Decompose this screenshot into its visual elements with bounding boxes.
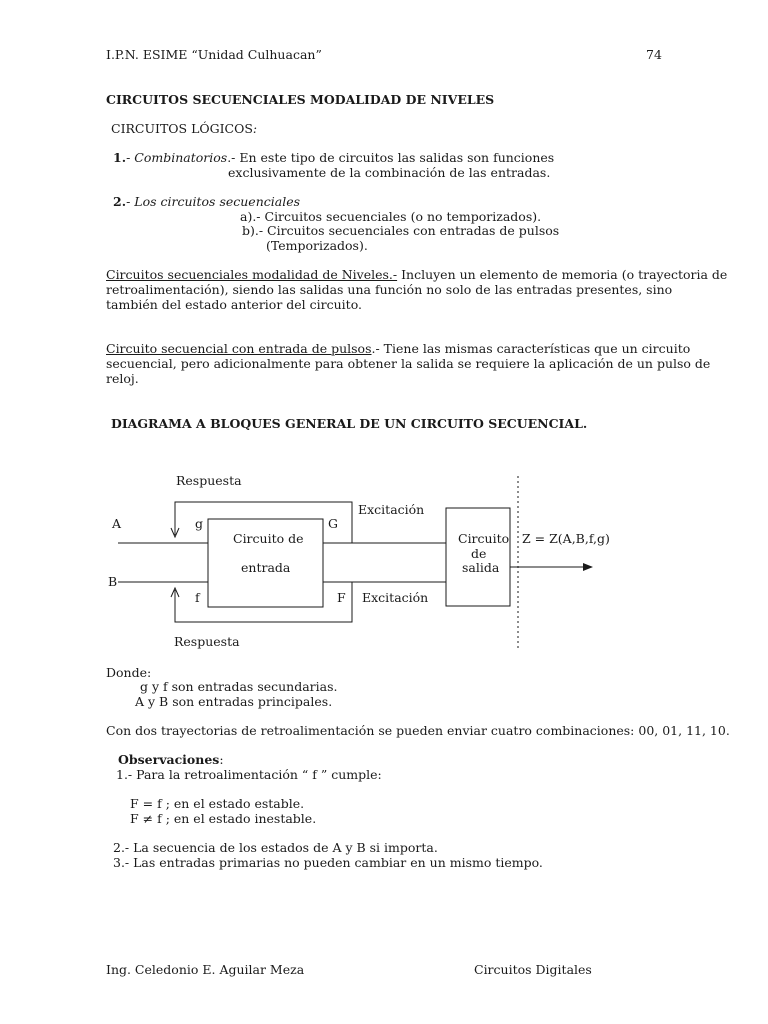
item1-sep: - bbox=[126, 150, 135, 165]
label-excitacion-top: Excitación bbox=[358, 502, 425, 517]
output-block-line2: de bbox=[471, 546, 487, 561]
label-respuesta-top: Respuesta bbox=[176, 473, 242, 488]
where-label: Donde: bbox=[106, 665, 152, 680]
item2-sep: - bbox=[126, 194, 135, 209]
logic-item-2b-cont: (Temporizados). bbox=[266, 238, 368, 253]
observations-title-text: Observaciones bbox=[118, 752, 220, 767]
def-levels-term: Circuitos secuenciales modalidad de Niveles.- bbox=[106, 267, 398, 282]
label-g-out: G bbox=[328, 516, 338, 531]
where-line2: A y B son entradas principales. bbox=[135, 694, 333, 709]
logic-heading-text: CIRCUITOS LÓGICOS bbox=[111, 121, 253, 136]
footer-subject: Circuitos Digitales bbox=[474, 962, 592, 977]
observation-1: 1.- Para la retroalimentación “ f ” cumple: bbox=[116, 767, 382, 782]
bottom-feedback-loop bbox=[175, 582, 352, 622]
def-pulses-term: Circuito secuencial con entrada de pulsos bbox=[106, 341, 372, 356]
label-excitacion-bottom: Excitación bbox=[362, 590, 429, 605]
page-number: 74 bbox=[646, 47, 662, 62]
output-block-line1: Circuito bbox=[458, 531, 510, 546]
feedback-note: Con dos trayectorias de retroalimentación se pueden enviar cuatro combinaciones: 00, 01, 11, 10. bbox=[106, 723, 730, 738]
diagram-title-dot: . bbox=[582, 416, 588, 431]
label-output-eq: Z = Z(A,B,f,g) bbox=[522, 531, 610, 546]
label-respuesta-bottom: Respuesta bbox=[174, 634, 240, 649]
def-pulses-line2: secuencial, pero adicionalmente para obtener la salida se requiere la aplicación de un pulso de bbox=[106, 356, 711, 371]
input-block-line1: Circuito de bbox=[233, 531, 304, 546]
def-levels-text1: Incluyen un elemento de memoria (o trayectoria de bbox=[397, 267, 728, 282]
label-g-in: g bbox=[195, 516, 204, 531]
label-input-b: B bbox=[108, 574, 118, 589]
observations-colon: : bbox=[219, 752, 224, 767]
logic-item-2b: b).- Circuitos secuenciales con entradas de pulsos bbox=[242, 223, 560, 238]
page-title: CIRCUITOS SECUENCIALES MODALIDAD DE NIVELES bbox=[106, 92, 495, 107]
def-levels-line3: también del estado anterior del circuito. bbox=[106, 297, 362, 312]
logic-item-1-cont: exclusivamente de la combinación de las entradas. bbox=[228, 165, 551, 180]
item1-number: 1. bbox=[113, 150, 127, 165]
output-block-line3: salida bbox=[462, 560, 500, 575]
footer-author: Ing. Celedonio E. Aguilar Meza bbox=[106, 962, 305, 977]
where-line1: g y f son entradas secundarias. bbox=[140, 679, 338, 694]
observation-unstable: F ≠ f ; en el estado inestable. bbox=[130, 811, 317, 826]
observations-title bbox=[118, 752, 224, 767]
observation-2: 2.- La secuencia de los estados de A y B si importa. bbox=[113, 840, 438, 855]
item1-term: Combinatorios bbox=[134, 150, 228, 165]
diagram-title-text: DIAGRAMA A BLOQUES GENERAL DE UN CIRCUITO SECUENCIAL bbox=[111, 416, 583, 431]
label-f-in: f bbox=[195, 590, 200, 605]
item1-text: .- En este tipo de circuitos las salidas son funciones bbox=[227, 150, 555, 165]
observation-stable: F = f ; en el estado estable. bbox=[130, 796, 305, 811]
def-levels-line2: retroalimentación), siendo las salidas una función no solo de las entradas presentes, sino bbox=[106, 282, 673, 297]
input-block-line2: entrada bbox=[241, 560, 291, 575]
item2-term: Los circuitos secuenciales bbox=[134, 194, 301, 209]
item2-number: 2. bbox=[113, 194, 127, 209]
label-input-a: A bbox=[112, 516, 122, 531]
def-pulses-line3: reloj. bbox=[106, 371, 139, 386]
observation-3: 3.- Las entradas primarias no pueden cambiar en un mismo tiempo. bbox=[113, 855, 543, 870]
logic-heading-suffix: : bbox=[252, 121, 258, 136]
header-institution: I.P.N. ESIME “Unidad Culhuacan” bbox=[106, 47, 322, 62]
label-f-out: F bbox=[337, 590, 346, 605]
def-pulses-text1: .- Tiene las mismas características que un circuito bbox=[371, 341, 691, 356]
logic-item-2a: a).- Circuitos secuenciales (o no temporizados). bbox=[240, 209, 542, 224]
